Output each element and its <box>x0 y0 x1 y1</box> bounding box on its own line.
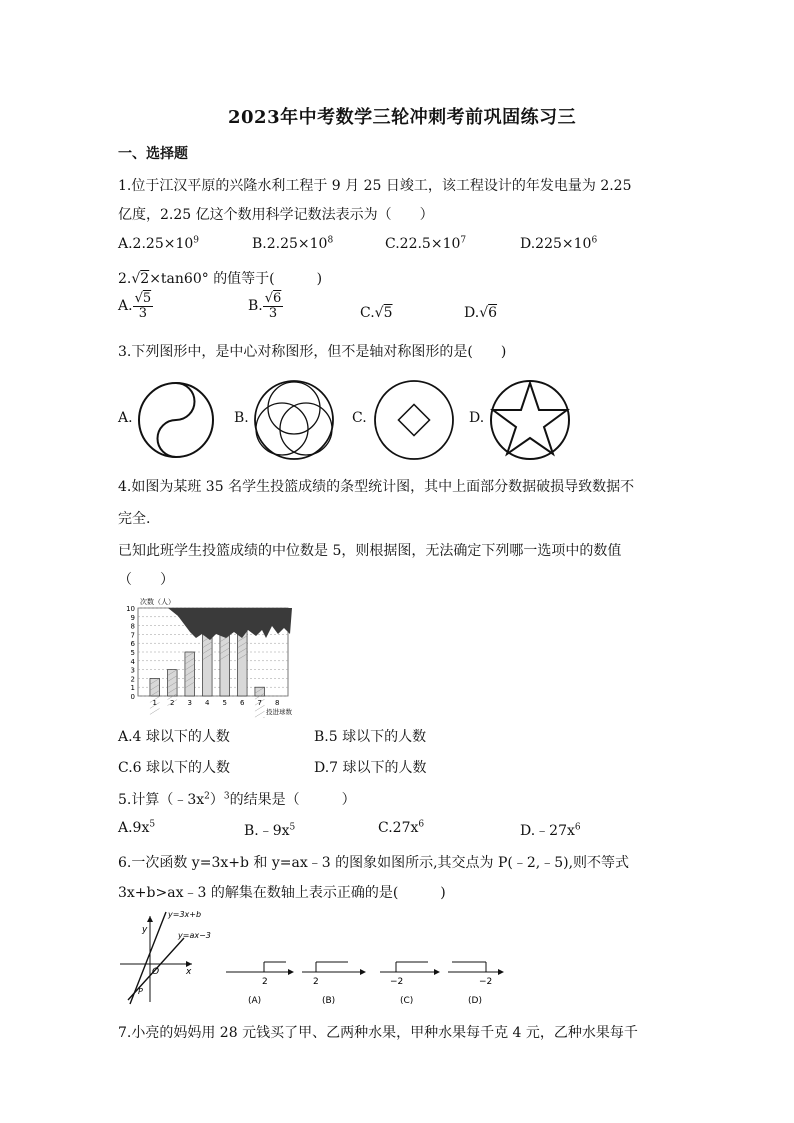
q1-option-a: $A.2.25\times 10^9$ <box>118 235 200 252</box>
q1-line1: 1.位于江汉平原的兴隆水利工程于 9 月 25 日竣工，该工程设计的年发电量为 2.25 <box>118 178 632 194</box>
x-tick-label: 4 <box>205 699 210 707</box>
x-axis-label: 投进球数 <box>266 708 292 716</box>
q2-stem: 2.√2×tan60° 的值等于( ) <box>118 271 323 287</box>
y-tick-label: 5 <box>130 649 135 657</box>
q5-option-b: $B.﹣9x^5$ <box>244 822 296 839</box>
x-tick-label: 7 <box>257 699 262 707</box>
q1-line2: 亿度，2.25 亿这个数用科学记数法表示为（ ） <box>118 207 434 223</box>
q2-option-a: A. $\frac{√5}{3}$ <box>118 291 152 321</box>
x-tick-label: 3 <box>187 699 192 707</box>
x-tick-label: 2 <box>170 699 175 707</box>
figure-b-trefoil <box>252 378 336 462</box>
graph-label-y: y <box>142 925 148 935</box>
q3-label-b: B. <box>234 410 249 426</box>
y-tick-label: 8 <box>130 622 135 631</box>
graph-label-line2: y=ax−3 <box>178 931 211 940</box>
bar-3 <box>185 652 195 696</box>
q5-option-d: $D.﹣27x^6$ <box>520 822 581 839</box>
y-tick-label: 2 <box>130 675 135 684</box>
bar-hatch <box>150 708 160 714</box>
figure-c-coin <box>372 378 456 462</box>
svg-text:2: 2 <box>262 977 268 987</box>
q2-option-c: C.√5 <box>360 305 393 321</box>
y-tick-label: 3 <box>130 666 135 675</box>
svg-text:(B): (B) <box>322 996 336 1006</box>
q4-line3: 已知此班学生投篮成绩的中位数是 5，则根据图，无法确定下列哪一选项中的数值 <box>118 543 622 559</box>
q2-option-d: D.√6 <box>464 305 498 321</box>
y-tick-label: 1 <box>130 684 135 693</box>
bar-7 <box>255 687 265 696</box>
x-tick-label: 1 <box>152 699 157 707</box>
q3-stem: 3.下列图形中，是中心对称图形，但不是轴对称图形的是( ) <box>118 344 507 360</box>
numberline-b <box>302 962 366 1006</box>
q3-label-d: D. <box>469 410 485 426</box>
q3-label-c: C. <box>352 410 367 426</box>
graph-label-p: P <box>138 987 143 996</box>
torn-region <box>168 608 292 640</box>
figure-a-taiji <box>136 380 216 460</box>
q6-figures <box>116 908 506 1008</box>
bar-hatch <box>255 717 265 718</box>
svg-text:−2: −2 <box>479 977 493 987</box>
y-tick-label: 10 <box>126 605 135 613</box>
svg-text:(C): (C) <box>400 996 414 1006</box>
y-tick-label: 7 <box>130 631 135 640</box>
q1-option-b: $B.2.25\times 10^8$ <box>252 235 334 252</box>
y-axis-label: 次数（人） <box>140 598 175 606</box>
svg-text:(D): (D) <box>468 996 482 1006</box>
q4-option-a: A.4 球以下的人数 <box>118 729 230 745</box>
q6-line1: 6.一次函数 y=3x+b 和 y=ax﹣3 的图象如图所示,其交点为 P(﹣2,﹣5),则不等式 <box>118 855 630 871</box>
y-tick-label: 9 <box>130 613 135 622</box>
q5-stem: 5.计算$(﹣3x^2)^3$的结果是（ ） <box>118 791 356 808</box>
bar-2 <box>167 670 177 696</box>
q7-line1: 7.小亮的妈妈用 28 元钱买了甲、乙两种水果，甲种水果每千克 4 元，乙种水果每千 <box>118 1025 638 1041</box>
q4-line1: 4.如图为某班 35 名学生投篮成绩的条型统计图，其中上面部分数据破损导致数据不 <box>118 479 635 495</box>
q4-line4: （ ） <box>118 572 174 588</box>
graph-label-x: x <box>186 967 192 977</box>
graph-label-line1: y=3x+b <box>168 910 202 919</box>
y-tick-label: 4 <box>130 657 135 666</box>
x-tick-label: 5 <box>222 699 227 707</box>
q4-option-d: D.7 球以下的人数 <box>314 760 427 776</box>
q6-line2: 3x+b>ax﹣3 的解集在数轴上表示正确的是( ) <box>118 885 446 901</box>
q4-option-b: B.5 球以下的人数 <box>314 729 427 745</box>
bar-hatch <box>255 711 265 717</box>
q3-label-a: A. <box>118 410 133 426</box>
q5-option-c: $C.27x^6$ <box>378 819 425 836</box>
bar-chart <box>116 594 310 718</box>
section-heading: 一、选择题 <box>118 146 188 162</box>
y-tick-label: 6 <box>130 640 135 649</box>
svg-text:2: 2 <box>313 977 319 987</box>
q1-option-c: $C.22.5\times 10^7$ <box>385 235 467 252</box>
y-tick-label: 0 <box>130 693 135 701</box>
q4-option-c: C.6 球以下的人数 <box>118 760 231 776</box>
numberline-a <box>226 962 294 1006</box>
svg-text:(A): (A) <box>248 996 262 1006</box>
page-title: 2023年中考数学三轮冲刺考前巩固练习三 <box>228 107 577 128</box>
q1-option-d: $D.225\times 10^6$ <box>520 235 598 252</box>
svg-text:−2: −2 <box>390 977 404 987</box>
figure-d-star <box>488 378 572 462</box>
numberline-d <box>448 962 504 1006</box>
q2-option-b: B. $\frac{√6}{3}$ <box>248 291 282 321</box>
x-tick-label: 8 <box>275 699 280 707</box>
x-tick-label: 6 <box>240 699 245 707</box>
numberline-c <box>380 962 440 1006</box>
graph-label-origin: O <box>152 967 160 977</box>
q5-option-a: $A.9x^5$ <box>118 819 156 836</box>
q4-line2: 完全. <box>118 511 151 527</box>
